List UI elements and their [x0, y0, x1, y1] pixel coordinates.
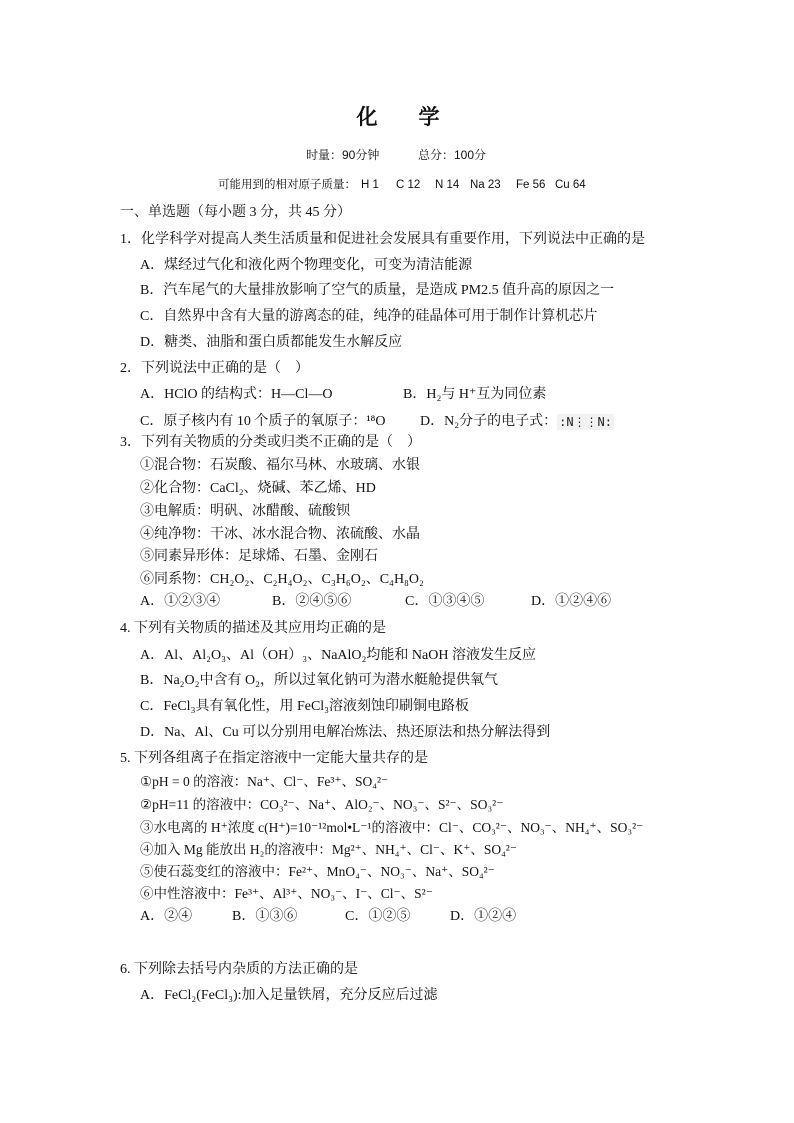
question-3-statement-6: ⑥同系物：CH₂O₂、C₂H₄O₂、C₃H₆O₂、C₄H₈O₂: [140, 572, 424, 587]
question-5-option-b: B．①③⑥: [232, 909, 298, 924]
question-2-stem: 2．下列说法中正确的是（ ）: [120, 361, 309, 376]
question-4-stem: 4. 下列有关物质的描述及其应用均正确的是: [120, 621, 386, 636]
question-1-option-d: D．糖类、油脂和蛋白质都能发生水解反应: [140, 335, 403, 350]
atomic-mass-item: Fe 56: [516, 179, 546, 191]
question-3-stem: 3．下列有关物质的分类或归类不正确的是（ ）: [120, 435, 421, 450]
question-5-option-a: A．②④: [140, 909, 193, 924]
question-4-option-c: C．FeCl₃具有氧化性，用 FeCl₃溶液刻蚀印刷铜电路板: [140, 699, 470, 714]
question-3-statement-1: ①混合物：石炭酸、福尔马林、水玻璃、水银: [140, 458, 420, 473]
section-title: 一、单选题（每小题 3 分，共 45 分）: [120, 205, 351, 220]
question-4-option-d: D．Na、Al、Cu 可以分别用电解冶炼法、热还原法和热分解法得到: [140, 725, 551, 740]
question-3-statement-5: ⑤同素异形体：足球烯、石墨、金刚石: [140, 549, 378, 564]
question-2-option-c: C．原子核内有 10 个质子的氧原子：¹⁸O: [140, 414, 386, 429]
question-1-stem: 1．化学科学对提高人类生活质量和促进社会发展具有重要作用，下列说法中正确的是: [120, 232, 645, 247]
page-title: 化 学: [356, 105, 450, 129]
exam-duration: 时量：90分钟: [306, 148, 380, 162]
question-4-option-b: B．Na₂O₂中含有 O₂，所以过氧化钠可为潜水艇舱提供氧气: [140, 673, 499, 688]
question-3-statement-3: ③电解质：明矾、冰醋酸、硫酸钡: [140, 504, 350, 519]
question-3-option-d: D．①②④⑥: [531, 594, 612, 609]
question-5-statement-6: ⑥中性溶液中：Fe³⁺、Al³⁺、NO₃⁻、I⁻、Cl⁻、S²⁻: [140, 886, 433, 901]
atomic-mass-item: H 1: [361, 179, 379, 191]
question-3-option-c: C．①③④⑤: [405, 594, 485, 609]
question-5-statement-3: ③水电离的 H⁺浓度 c(H⁺)=10⁻¹²mol•L⁻¹的溶液中：Cl⁻、CO₃²⁻、NO₃⁻、NH₄⁺、SO₃²⁻: [140, 820, 644, 835]
total-score: 总分：100分: [418, 148, 487, 162]
question-1-option-c: C．自然界中含有大量的游离态的硅，纯净的硅晶体可用于制作计算机芯片: [140, 309, 598, 324]
question-3-option-a: A．①②③④: [140, 594, 221, 609]
question-5-statement-2: ②pH=11 的溶液中：CO₃²⁻、Na⁺、AlO₂⁻、NO₃⁻、S²⁻、SO₃²⁻: [140, 797, 504, 812]
atomic-mass-item: Na 23: [470, 179, 501, 191]
question-5-option-c: C．①②⑤: [345, 909, 411, 924]
question-2-option-a: A．HClO 的结构式：H—Cl—O: [140, 387, 333, 402]
question-5-statement-5: ⑤使石蕊变红的溶液中：Fe²⁺、MnO₄⁻、NO₃⁻、Na⁺、SO₄²⁻: [140, 864, 495, 879]
question-1-option-a: A．煤经过气化和液化两个物理变化，可变为清洁能源: [140, 258, 473, 273]
question-5-statement-1: ①pH = 0 的溶液：Na⁺、Cl⁻、Fe³⁺、SO₄²⁻: [140, 774, 389, 789]
atomic-mass-item: Cu 64: [555, 179, 586, 191]
n2-electron-formula: :N⋮⋮N:: [559, 414, 613, 429]
question-2-option-b: B．H₂与 H⁺互为同位素: [403, 387, 547, 402]
question-6-option-a: A．FeCl₂(FeCl₃):加入足量铁屑，充分反应后过滤: [140, 988, 438, 1003]
question-5-option-d: D．①②④: [450, 909, 517, 924]
question-3-statement-4: ④纯净物：干冰、冰水混合物、浓硫酸、水晶: [140, 527, 420, 542]
atomic-mass-item: C 12: [396, 179, 421, 191]
question-3-option-b: B．②④⑤⑥: [272, 594, 352, 609]
question-6-stem: 6. 下列除去括号内杂质的方法正确的是: [120, 962, 358, 977]
question-4-option-a: A．Al、Al₂O₃、Al（OH）₃、NaAlO₂均能和 NaOH 溶液发生反应: [140, 648, 536, 663]
question-2-option-d-label: D．N₂分子的电子式：: [420, 414, 558, 429]
question-1-option-b: B．汽车尾气的大量排放影响了空气的质量，是造成 PM2.5 值升高的原因之一: [140, 283, 615, 298]
question-2-option-d: [420, 412, 614, 432]
question-5-stem: 5. 下列各组离子在指定溶液中一定能大量共存的是: [120, 751, 428, 766]
question-5-statement-4: ④加入 Mg 能放出 H₂的溶液中：Mg²⁺、NH₄⁺、Cl⁻、K⁺、SO₄²⁻: [140, 842, 517, 857]
atomic-mass-label: 可能用到的相对原子质量：: [218, 179, 356, 191]
atomic-mass-item: N 14: [435, 179, 460, 191]
question-3-statement-2: ②化合物：CaCl₂、烧碱、苯乙烯、HD: [140, 481, 376, 496]
